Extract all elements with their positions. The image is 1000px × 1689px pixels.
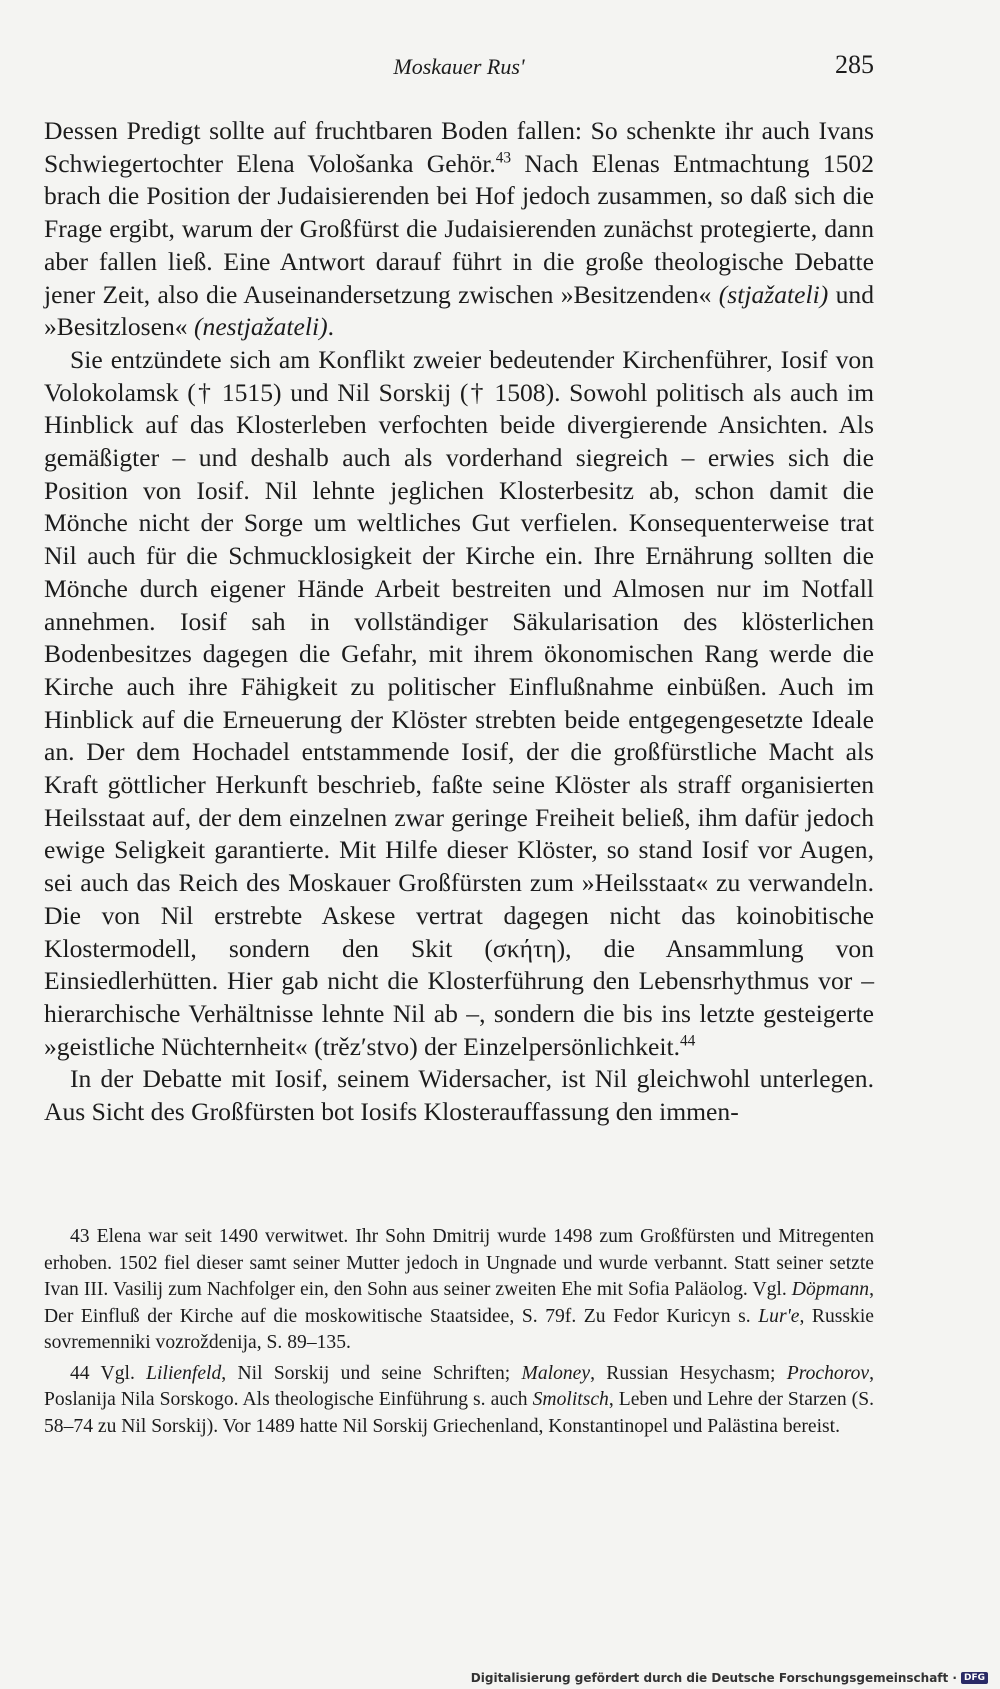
text-run: Nach Elenas Entmachtung 1502 brach die Position der Judaisierenden bei Hof jedoch zusammen, so daß sich die Frage ergibt, warum der Großfürst die Judaisierenden zunächst protegierte, dann aber fallen ließ. Eine Antwort darauf führt in die große theologische Debatte jener Zeit, also die Auseinandersetzung zwischen »Besitzenden«	[44, 148, 874, 309]
footnotes	[44, 1224, 874, 1444]
dfg-logo: DFG	[961, 1672, 988, 1684]
credit-text: Digitalisierung gefördert durch die Deutsche Forschungsgemeinschaft ·	[470, 1671, 957, 1685]
italic-text: (nestjažateli)	[194, 312, 328, 342]
paragraph-3	[44, 1063, 874, 1128]
italic-text: Lilienfeld	[146, 1362, 222, 1384]
paragraph-1	[44, 115, 874, 344]
main-text	[44, 115, 874, 1129]
text-run: In der Debatte mit Iosif, seinem Widersacher, ist Nil gleichwohl unterlegen. Aus Sicht des Großfürsten bot Iosifs Klosterauffassung den immen-	[44, 1064, 874, 1127]
footnote-ref: 44	[679, 1032, 696, 1050]
text-run: Sie entzündete sich am Konflikt zweier bedeutender Kirchenführer, Iosif von Volokolamsk († 1515) und Nil Sorskij († 1508). Sowohl politisch als auch im Hinblick auf das Klosterleben verfochten beide divergierende Ansichten. Als gemäßigter – und deshalb auch als vorderhand siegreich – erwies sich die Position von Iosif. Nil lehnte jeglichen Klosterbesitz ab, schon damit die Mönche nicht der Sorge um weltliches Gut verfielen. Konsequenterweise trat Nil auch für die Schmucklosigkeit der Kirche ein. Ihre Ernährung sollten die Mönche durch eigener Hände Arbeit bestreiten und Almosen nur im Notfall annehmen. Iosif sah in vollständiger Säkularisation des klösterlichen Bodenbesitzes dagegen die Gefahr, mit ihrem ökonomischen Rang werde die Kirche auch ihre Fähigkeit zu politischer Einflußnahme einbüßen. Auch im Hinblick auf die Erneuerung der Klöster strebten beide entgegengesetzte Ideale an. Der dem Hochadel entstammende Iosif, der die großfürstliche Macht als Kraft göttlicher Herkunft beschrieb, faßte seine Klöster als straff organisierten Heilsstaat auf, der dem einzelnen zwar geringe Freiheit beließ, ihm dafür jedoch ewige Seligkeit garantierte. Mit Hilfe dieser Klöster, so stand Iosif vor Augen, sei auch das Reich des Moskauer Großfürsten zum »Heilsstaat« zu verwandeln. Die von Nil erstrebte Askese vertrat dagegen nicht das koinobitische Klostermodell, sondern den Skit (σκήτη), die Ansammlung von Einsiedlerhütten. Hier gab nicht die Klosterführung den Lebensrhythmus vor – hierarchische Verhältnisse lehnte Nil ab –, sondern die bis ins letzte gesteigerte »geistliche Nüchternheit« (trězʹstvo) der Einzelpersönlichkeit.	[44, 344, 874, 1061]
italic-text: Döpmann	[791, 1279, 870, 1300]
digitization-credit	[471, 1671, 988, 1685]
italic-text: Prochorov	[786, 1362, 870, 1384]
text-run: , Poslanija Nila Sorskogo. Als theologische Einführung s. auch	[44, 1362, 874, 1410]
italic-text: Lur'e	[758, 1305, 800, 1327]
text-run: , Russkie sovremenniki vozroždenija, S. 89–135.	[44, 1305, 874, 1353]
text-run: 44 Vgl.	[70, 1362, 147, 1384]
text-run: , Leben und Lehre der Starzen (S. 58–74 zu Nil Sorskij). Vor 1489 hatte Nil Sorskij Griechenland, Konstantinopel und Palästina bereist.	[44, 1389, 874, 1437]
footnote-43	[44, 1224, 874, 1357]
running-title: Moskauer Rus'	[393, 54, 525, 79]
text-run: , Nil Sorskij und seine Schriften;	[221, 1362, 522, 1384]
italic-text: Smolitsch	[532, 1389, 609, 1410]
text-run: 43 Elena war seit 1490 verwitwet. Ihr Sohn Dmitrij wurde 1498 zum Großfürsten und Mitregenten erhoben. 1502 fiel dieser samt seiner Mutter jedoch in Ungnade und wurde verbannt. Statt seiner setzte Ivan III. Vasilij zum Nachfolger ein, den Sohn aus seiner zweiten Ehe mit Sofia Paläolog. Vgl.	[44, 1226, 874, 1300]
footnote-ref: 43	[495, 149, 512, 167]
page-number: 285	[835, 50, 874, 79]
text-run: , Der Einfluß der Kirche auf die moskowitische Staatsidee, S. 79f. Zu Fedor Kuricyn s.	[44, 1279, 874, 1327]
page-header	[44, 50, 874, 84]
text-run: , Russian Hesychasm;	[590, 1362, 787, 1384]
text-run: Dessen Predigt sollte auf fruchtbaren Boden fallen: So schenkte ihr auch Ivans Schwiegertochter Elena Vološanka Gehör.	[44, 116, 874, 178]
paragraph-2	[44, 344, 874, 1063]
text-run: und »Besitzlosen«	[44, 279, 874, 342]
footnote-44	[44, 1361, 874, 1441]
italic-text: Maloney	[521, 1362, 591, 1384]
text-run: .	[327, 312, 335, 342]
italic-text: (stjažateli)	[718, 279, 829, 309]
